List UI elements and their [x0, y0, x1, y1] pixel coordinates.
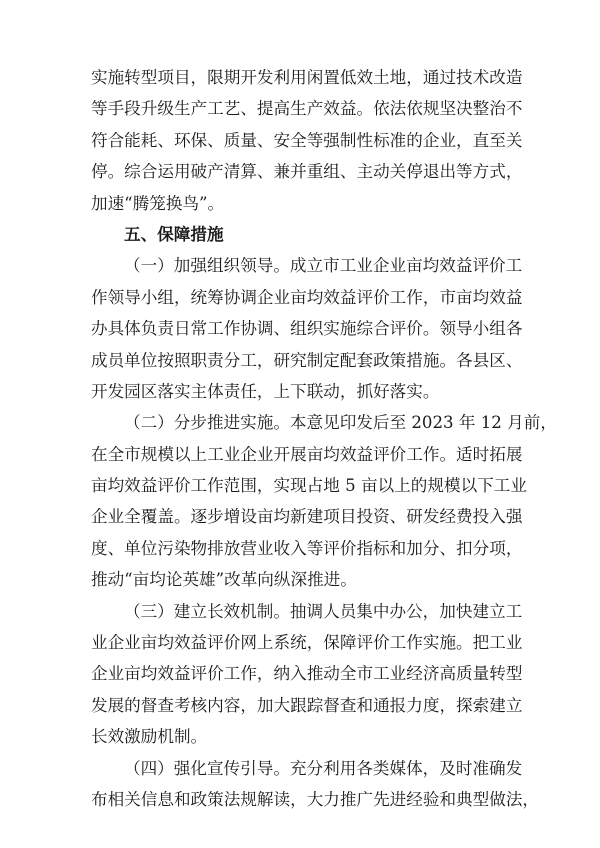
- body-text-line: 成员单位按照职责分工，研究制定配套政策措施。各县区、: [91, 351, 523, 370]
- body-text-line: 企业全覆盖。逐步增设亩均新建项目投资、研发经费投入强: [91, 507, 523, 526]
- body-text-line: 推动“亩均论英雄”改革向纵深推进。: [91, 570, 357, 589]
- paragraph-first-line: （一）加强组织领导。成立市工业企业亩均效益评价工: [124, 256, 523, 275]
- body-text-line: 亩均效益评价工作范围，实现占地 5 亩以上的规模以下工业: [91, 476, 527, 495]
- body-text-line: 布相关信息和政策法规解读，大力推广先进经验和典型做法，: [91, 790, 540, 809]
- body-text-line: 加速“腾笼换鸟”。: [91, 194, 225, 213]
- body-text-line: 停。综合运用破产清算、兼并重组、主动关停退出等方式，: [91, 162, 523, 181]
- body-text-line: 在全市规模以上工业企业开展亩均效益评价工作。适时拓展: [91, 445, 523, 464]
- body-text-line: 实施转型项目，限期开发利用闲置低效土地，通过技术改造: [91, 68, 523, 87]
- paragraph-first-line: （三）建立长效机制。抽调人员集中办公，加快建立工: [124, 602, 523, 621]
- section-heading: 五、保障措施: [124, 225, 224, 244]
- body-text-line: 度、单位污染物排放营业收入等评价指标和加分、扣分项，: [91, 539, 523, 558]
- paragraph-first-line: （四）强化宣传引导。充分利用各类媒体，及时准确发: [124, 759, 523, 778]
- body-text-line: 企业亩均效益评价工作，纳入推动全市工业经济高质量转型: [91, 664, 523, 683]
- body-text-line: 作领导小组，统筹协调企业亩均效益评价工作，市亩均效益: [91, 288, 523, 307]
- body-text-line: 办具体负责日常工作协调、组织实施综合评价。领导小组各: [91, 319, 523, 338]
- body-text-line: 符合能耗、环保、质量、安全等强制性标准的企业，直至关: [91, 131, 523, 150]
- body-text-line: 发展的督查考核内容，加大跟踪督查和通报力度，探索建立: [91, 696, 523, 715]
- body-text-line: 开发园区落实主体责任，上下联动，抓好落实。: [91, 382, 440, 401]
- body-text-line: 业企业亩均效益评价网上系统，保障评价工作实施。把工业: [91, 633, 523, 652]
- body-text-line: 等手段升级生产工艺、提高生产效益。依法依规坚决整治不: [91, 99, 523, 118]
- paragraph-first-line: （二）分步推进实施。本意见印发后至 2023 年 12 月前，: [124, 413, 557, 432]
- body-text-line: 长效激励机制。: [91, 727, 208, 746]
